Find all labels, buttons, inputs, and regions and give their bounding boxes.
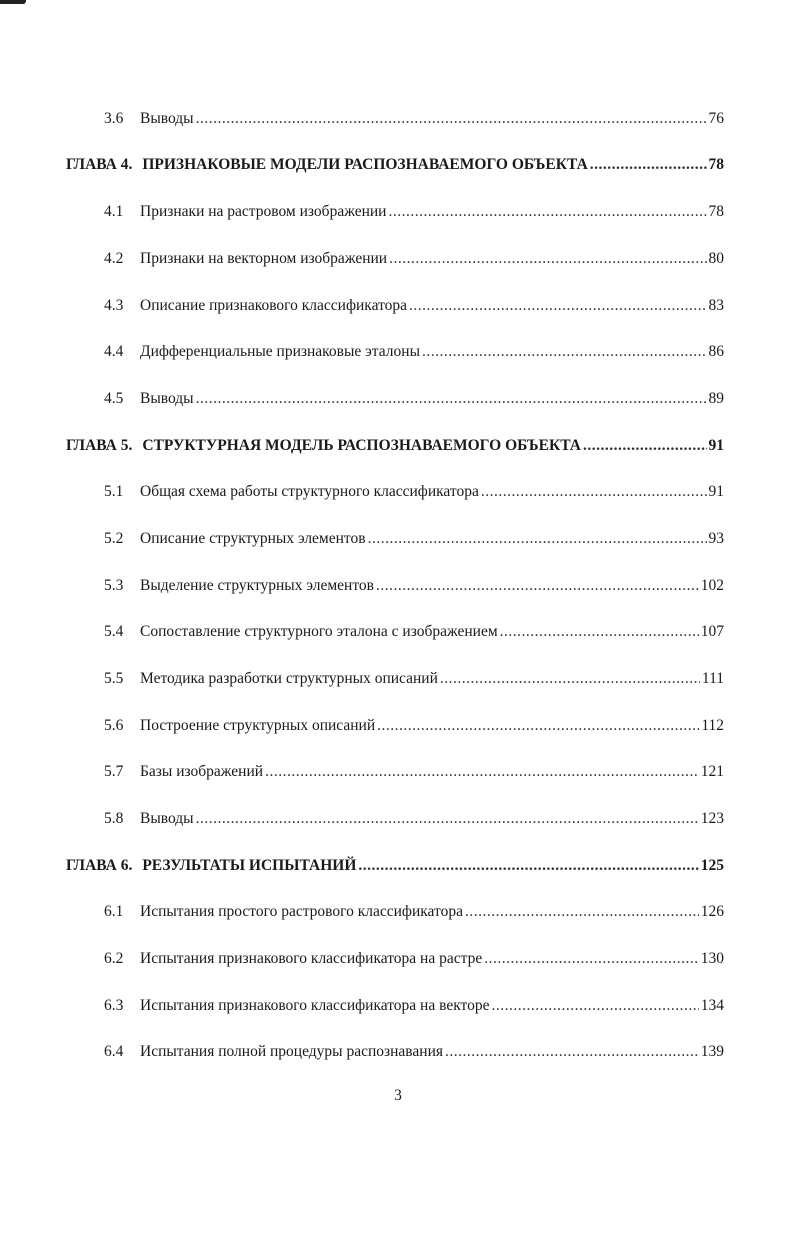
toc-entry-number: 3.6 <box>104 110 124 127</box>
dot-leader <box>196 389 707 409</box>
toc-entry-title: Признаки на растровом изображении <box>140 203 387 220</box>
chapter-page: 125 <box>700 857 724 874</box>
chapter-title: РЕЗУЛЬТАТЫ ИСПЫТАНИЙ <box>142 857 357 874</box>
toc-entry-5-5[interactable] <box>104 669 724 689</box>
dot-leader <box>440 669 700 689</box>
toc-entry-4-1[interactable] <box>104 202 724 222</box>
page-number: 3 <box>394 1087 402 1104</box>
toc-entry-6-3[interactable] <box>104 996 724 1016</box>
toc-entry-title: Построение структурных описаний <box>140 717 376 734</box>
dot-leader <box>376 576 699 596</box>
toc-entry-number: 4.5 <box>104 390 124 407</box>
toc-chapter-6[interactable] <box>66 856 724 876</box>
toc-entry-number: 5.4 <box>104 623 124 640</box>
toc-entry-4-5[interactable] <box>104 389 724 409</box>
toc-entry-title: Базы изображений <box>140 763 264 780</box>
toc-entry-page: 89 <box>708 390 724 407</box>
toc-entry-5-6[interactable] <box>104 716 724 736</box>
chapter-label: ГЛАВА 6. <box>66 857 133 874</box>
toc-entry-6-2[interactable] <box>104 949 724 969</box>
toc-entry-title: Испытания простого растрового классификатора <box>140 903 463 920</box>
toc-entry-number: 5.8 <box>104 810 124 827</box>
toc-entry-page: 112 <box>701 717 724 734</box>
chapter-title: СТРУКТУРНАЯ МОДЕЛЬ РАСПОЗНАВАЕМОГО ОБЪЕКТА <box>142 437 581 454</box>
toc-entry-5-4[interactable] <box>104 622 724 642</box>
dot-leader <box>583 436 707 456</box>
dot-leader <box>409 296 706 316</box>
toc-entry-title: Испытания признакового классификатора на растре <box>140 950 483 967</box>
toc-entry-page: 130 <box>700 950 724 967</box>
toc-entry-title: Признаки на векторном изображении <box>140 250 388 267</box>
dot-leader <box>377 716 699 736</box>
toc-entry-page: 86 <box>708 343 724 360</box>
toc-chapter-4[interactable] <box>66 155 724 175</box>
toc-entry-title: Выделение структурных элементов <box>140 577 374 594</box>
toc-entry-page: 139 <box>700 1043 724 1060</box>
toc-entry-page: 76 <box>708 110 724 127</box>
toc-entry-number: 6.1 <box>104 903 124 920</box>
toc-entry-page: 123 <box>700 810 724 827</box>
dot-leader <box>196 109 707 129</box>
toc-entry-page: 107 <box>700 623 724 640</box>
toc-entry-number: 6.2 <box>104 950 124 967</box>
toc-entry-page: 91 <box>708 483 724 500</box>
toc-entry-4-4[interactable] <box>104 342 724 362</box>
dot-leader <box>196 809 699 829</box>
toc-entry-5-1[interactable] <box>104 482 724 502</box>
toc-entry-title: Выводы <box>140 390 194 407</box>
toc-entry-number: 5.3 <box>104 577 124 594</box>
toc-entry-5-3[interactable] <box>104 576 724 596</box>
toc-entry-number: 6.3 <box>104 997 124 1014</box>
toc-entry-number: 5.5 <box>104 670 124 687</box>
dot-leader <box>422 342 707 362</box>
toc-entry-page: 134 <box>700 997 724 1014</box>
toc-entry-title: Дифференциальные признаковые эталоны <box>140 343 420 360</box>
toc-entry-5-7[interactable] <box>104 762 724 782</box>
dot-leader <box>389 249 706 269</box>
dot-leader <box>590 155 707 175</box>
toc-entry-4-2[interactable] <box>104 249 724 269</box>
toc-entry-3-6[interactable] <box>104 109 724 129</box>
toc-entry-title: Испытания полной процедуры распознавания <box>140 1043 444 1060</box>
toc-entry-title: Выводы <box>140 810 194 827</box>
chapter-title: ПРИЗНАКОВЫЕ МОДЕЛИ РАСПОЗНАВАЕМОГО ОБЪЕКТА <box>142 156 588 173</box>
dot-leader <box>491 996 698 1016</box>
toc-entry-title: Общая схема работы структурного классификатора <box>140 483 479 500</box>
toc-entry-6-1[interactable] <box>104 902 724 922</box>
toc-entry-5-2[interactable] <box>104 529 724 549</box>
dot-leader <box>368 529 707 549</box>
toc-entry-number: 4.3 <box>104 297 124 314</box>
toc-entry-number: 5.7 <box>104 763 124 780</box>
dot-leader <box>465 902 699 922</box>
toc-entry-page: 80 <box>708 250 724 267</box>
toc-entry-title: Выводы <box>140 110 194 127</box>
toc-entry-number: 5.2 <box>104 530 124 547</box>
toc-entry-page: 93 <box>708 530 724 547</box>
chapter-page: 91 <box>708 437 724 454</box>
scan-artifact <box>0 0 26 4</box>
dot-leader <box>358 856 698 876</box>
toc-entry-5-8[interactable] <box>104 809 724 829</box>
dot-leader <box>484 949 699 969</box>
chapter-label: ГЛАВА 5. <box>66 437 133 454</box>
toc-entry-number: 4.1 <box>104 203 124 220</box>
toc-entry-number: 5.1 <box>104 483 124 500</box>
dot-leader <box>500 622 699 642</box>
toc-entry-number: 5.6 <box>104 717 124 734</box>
dot-leader <box>481 482 707 502</box>
dot-leader <box>265 762 699 782</box>
toc-entry-number: 4.2 <box>104 250 124 267</box>
toc-entry-page: 102 <box>700 577 724 594</box>
toc-entry-4-3[interactable] <box>104 296 724 316</box>
toc-entry-page: 126 <box>700 903 724 920</box>
toc-entry-page: 121 <box>700 763 724 780</box>
toc-entry-page: 78 <box>708 203 724 220</box>
toc-entry-title: Испытания признакового классификатора на векторе <box>140 997 490 1014</box>
chapter-page: 78 <box>708 156 724 173</box>
toc-chapter-5[interactable] <box>66 436 724 456</box>
toc-entry-page: 83 <box>708 297 724 314</box>
toc-entry-page: 111 <box>701 670 724 687</box>
toc-entry-number: 4.4 <box>104 343 124 360</box>
toc-entry-title: Описание признакового классификатора <box>140 297 408 314</box>
toc-entry-title: Сопоставление структурного эталона с изображением <box>140 623 498 640</box>
dot-leader <box>388 202 706 222</box>
dot-leader <box>445 1042 699 1062</box>
chapter-label: ГЛАВА 4. <box>66 156 133 173</box>
toc-entry-title: Методика разработки структурных описаний <box>140 670 438 687</box>
toc-entry-title: Описание структурных элементов <box>140 530 366 547</box>
toc-entry-6-4[interactable] <box>104 1042 724 1062</box>
toc-entry-number: 6.4 <box>104 1043 124 1060</box>
